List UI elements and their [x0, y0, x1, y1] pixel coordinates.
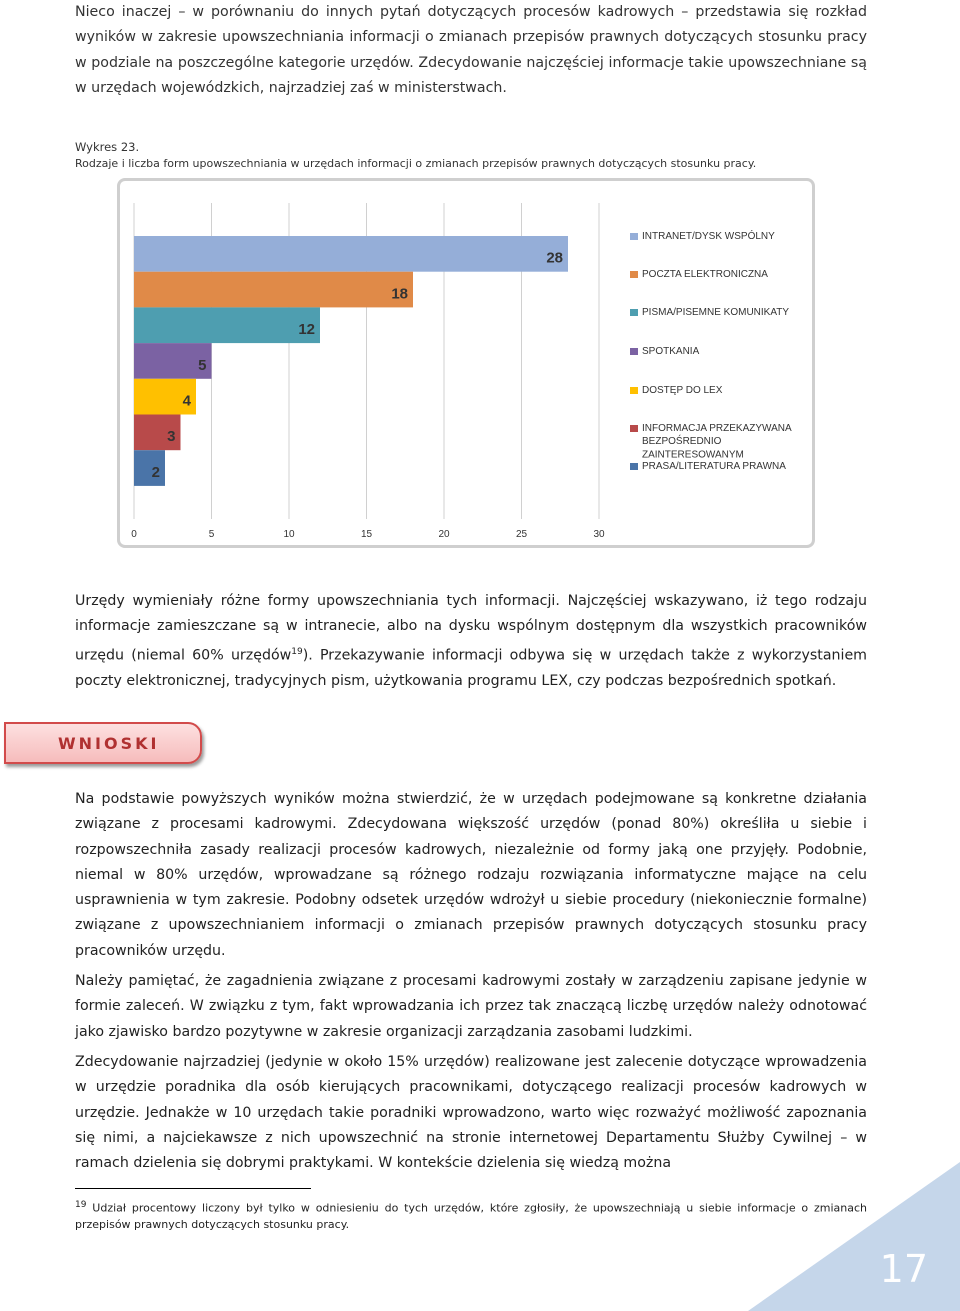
x-tick-label-10: 10	[283, 529, 295, 540]
chart-caption-label: Wykres 23.	[75, 140, 140, 154]
x-tick-label-15: 15	[360, 529, 373, 540]
legend-label-6-1: INFORMACJA PRZEKAZYWANA	[642, 423, 792, 434]
legend-label-3-1: PISMA/PISEMNE KOMUNIKATY	[642, 307, 790, 318]
legend-label-7-1: PRASA/LITERATURA PRAWNA	[642, 461, 786, 472]
bar-chart	[120, 181, 812, 545]
conclusion-paragraph-1: Na podstawie powyższych wyników można stwierdzić, że w urzędach podejmowane są konkretne działania związane z procesami kadrowymi. Zdecydowana większość urzędów (ponad 80%) określiła u siebie i rozpowszechniła zasady realizacji procesów kadrowych, niezależnie od formy jaką one przyjęły. Podobnie, niemal w 80% urzędów, wprowadzane są różnego rodzaju rozwiązania informatyczne mające na celu usprawnienia w tym zakresie. Podobny odsetek urzędów wdrożył u siebie procedury (niekoniecznie formalne) związane z upowszechnianiem informacji o zmianach przepisów prawnych dotyczących stosunku pracy pracowników urzędu.	[75, 791, 867, 959]
bar-value-label-2: 18	[391, 285, 408, 303]
footnote-text: Udział procentowy liczony był tylko w odniesieniu do tych urzędów, które zgłosiły, że upowszechniają u siebie informacje o zmianach przepisów prawnych dotyczących stosunku pracy.	[75, 1201, 867, 1231]
legend-swatch-4	[630, 348, 638, 355]
legend-swatch-3	[630, 309, 638, 316]
bar-value-label-6: 3	[167, 428, 176, 446]
x-tick-label-25: 25	[515, 529, 528, 540]
footnote-number: 19	[75, 1200, 87, 1210]
legend-label-2-1: POCZTA ELEKTRONICZNA	[642, 269, 768, 280]
x-tick-label-5: 5	[208, 529, 215, 540]
legend-label-6-3: ZAINTERESOWANYM	[642, 449, 744, 461]
intro-paragraph: Nieco inaczej – w porównaniu do innych pytań dotyczących procesów kadrowych – przedstawia się rozkład wyników w zakresie upowszechniania informacji o zmianach przepisów prawnych dotyczących stosunku pracy w podziale na poszczególne kategorie urzędów. Zdecydowanie najczęściej informacje takie upowszechniane są w urzędach wojewódzkich, najrzadziej zaś w ministerstwach.	[75, 4, 867, 96]
page-number: 17	[879, 1247, 928, 1291]
legend-label-4-1: SPOTKANIA	[642, 346, 700, 357]
bar-1	[134, 236, 568, 272]
legend-swatch-6	[630, 425, 638, 432]
legend-swatch-1	[630, 233, 638, 240]
chart-caption-text: Rodzaje i liczba form upowszechniania w urzędach informacji o zmianach przepisów prawnych dotyczących stosunku pracy.	[75, 157, 757, 170]
paragraph-forms-text-2: ). Przekazywanie informacji odbywa się w urzędach także z wykorzystaniem poczty elektronicznej, tradycyjnych pism, użytkowania programu LEX, czy podczas bezpośrednich spotkań.	[75, 647, 867, 689]
bar-value-label-3: 12	[298, 321, 315, 339]
conclusion-paragraph-3: Zdecydowanie najrzadziej (jedynie w około 15% urzędów) realizowane jest zalecenie dotyczące wprowadzenia w urzędzie poradnika dla osób kierujących pracownikami, dotyczącego realizacji procesów kadrowych w urzędzie. Jednakże w 10 urzędach takie poradniki wprowadzono, warto więc rozważyć możliwość zapoznania się nimi, a najciekawsze z nich upowszechnić na stronie internetowej Departamentu Służby Cywilnej – w ramach dzielenia się dobrymi praktykami. W kontekście dzielenia się wiedzą można	[75, 1054, 867, 1172]
bar-value-label-5: 4	[182, 392, 191, 410]
page-corner-triangle	[748, 1162, 960, 1311]
legend-label-5-1: DOSTĘP DO LEX	[642, 385, 723, 396]
legend-label-6-2: BEZPOŚREDNIO	[642, 436, 722, 448]
bar-value-label-7: 2	[151, 463, 160, 481]
bar-3	[134, 307, 320, 343]
bar-7	[134, 450, 165, 486]
corner-shape	[748, 1162, 960, 1311]
legend-swatch-7	[630, 463, 638, 470]
legend-label-1-1: INTRANET/DYSK WSPÓLNY	[642, 231, 775, 242]
conclusion-paragraph-2: Należy pamiętać, że zagadnienia związane z procesami kadrowymi zostały w zarządzeniu zapisane jedynie w formie zaleceń. W związku z tym, fakt wprowadzania ich przez tak znaczącą liczbę urzędów należy odnotować jako zjawisko bardzo pozytywne w zakresie organizacji zarządzania zasobami ludzkimi.	[75, 973, 867, 1040]
x-tick-label-20: 20	[438, 529, 450, 540]
paragraph-forms-text-1: Urzędy wymieniały różne formy upowszechniania tych informacji. Najczęściej wskazywano, iż tego rodzaju informacje zamieszczane są w intranecie, albo na dysku wspólnym dostępnym dla wszystkich pracowników urzędu (niemal 60% urzędów	[75, 593, 867, 664]
section-banner	[4, 722, 202, 764]
paragraph-forms	[75, 589, 867, 694]
chart-frame	[117, 178, 815, 548]
x-tick-label-30: 30	[593, 529, 605, 540]
section-title: WNIOSKI	[58, 734, 160, 753]
x-tick-label-0: 0	[131, 529, 137, 540]
legend-swatch-2	[630, 271, 638, 278]
footnote-ref[interactable]: 19	[291, 646, 303, 657]
bar-value-label-4: 5	[198, 356, 207, 374]
footnote-rule	[75, 1188, 311, 1189]
bar-2	[134, 272, 413, 308]
legend-swatch-5	[630, 387, 638, 394]
bar-value-label-1: 28	[546, 249, 563, 267]
